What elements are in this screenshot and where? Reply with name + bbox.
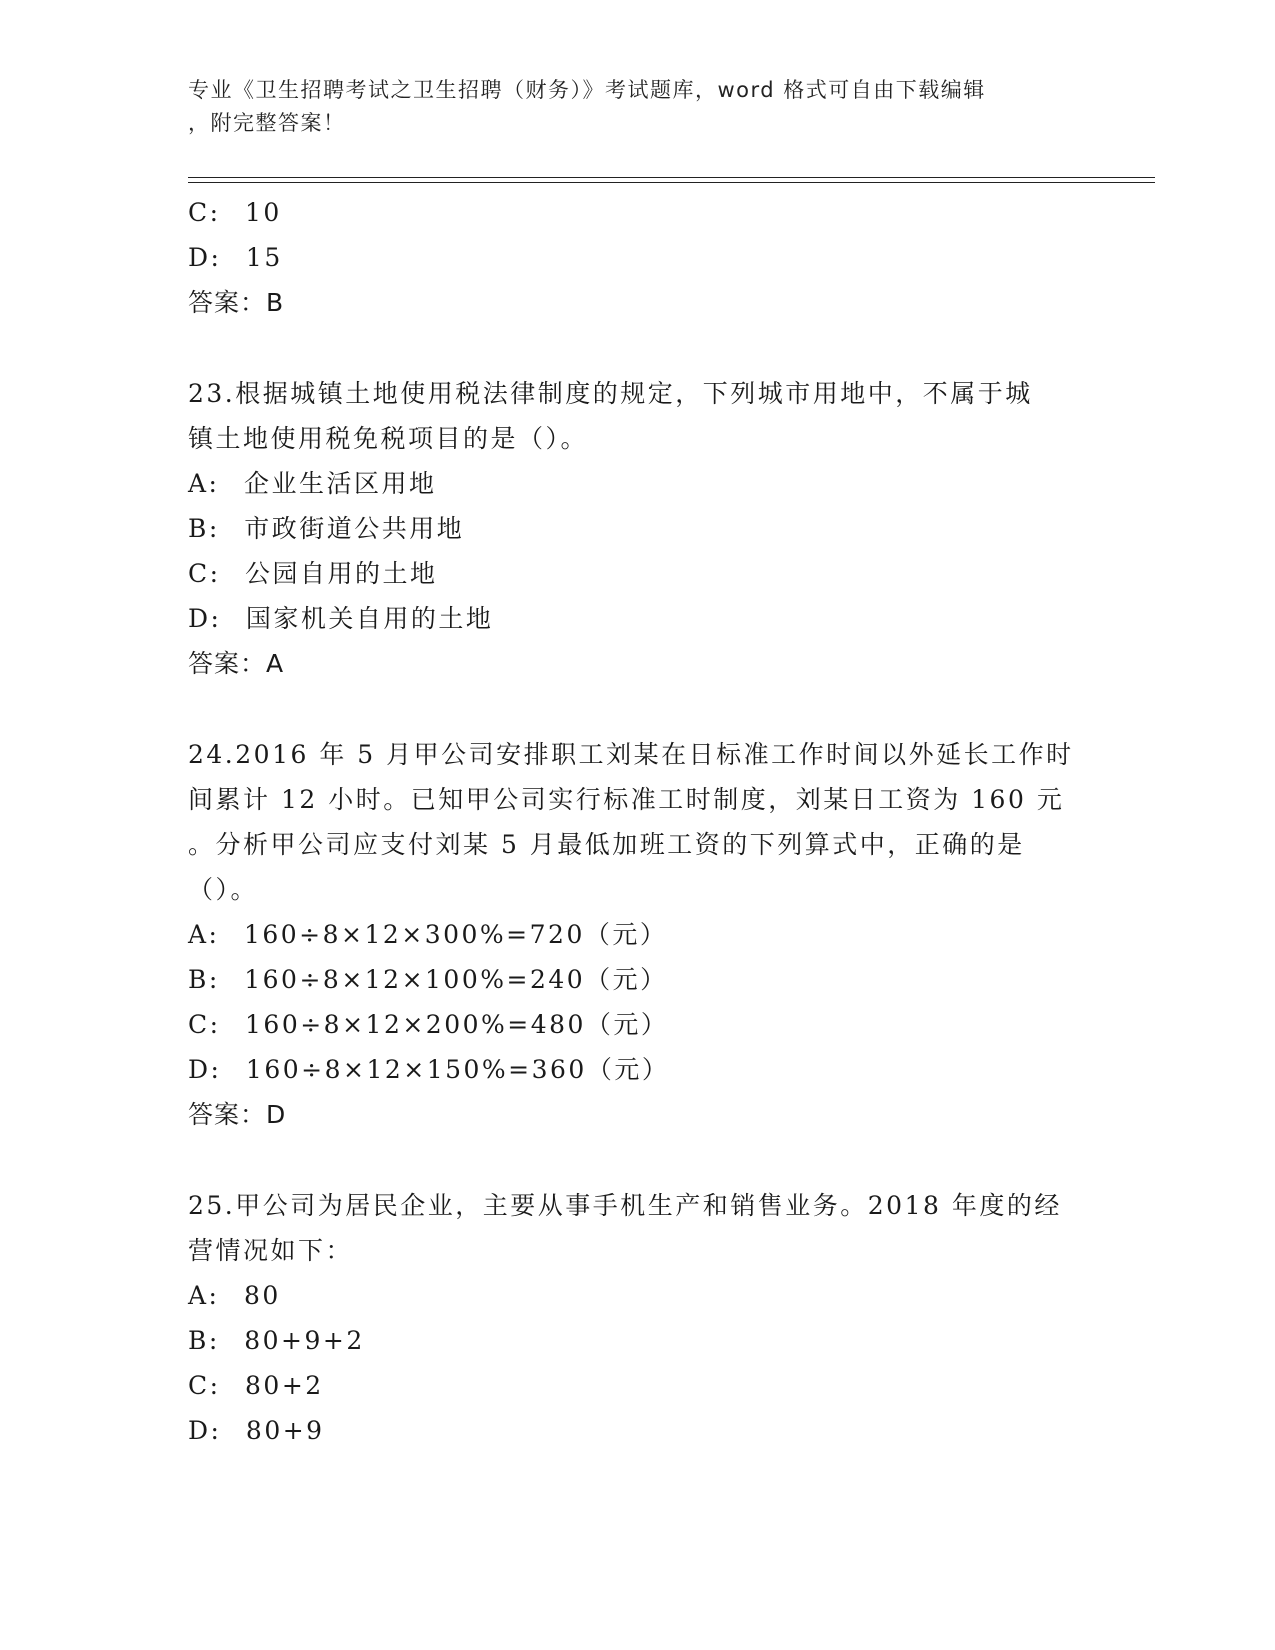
- option-row: [188, 235, 1088, 280]
- header-divider-top: [188, 177, 1155, 178]
- question-text-line: 25.甲公司为居民企业，主要从事手机生产和销售业务。2018 年度的经: [188, 1191, 1062, 1220]
- header-line-2: ，附完整答案！: [188, 111, 346, 135]
- question-23: [188, 371, 1088, 686]
- option-label: C:: [188, 559, 221, 588]
- question-list: [188, 190, 1088, 1453]
- option-text: 80+9: [245, 1416, 325, 1445]
- header-divider-bottom: [188, 182, 1155, 183]
- question-text-line: （）。: [188, 875, 259, 904]
- option-text: 15: [245, 243, 283, 272]
- question-text-line: 营情况如下：: [188, 1236, 354, 1265]
- option-row: [188, 1273, 1088, 1318]
- answer-line: 答案：B: [188, 288, 285, 317]
- answer-line: 答案：A: [188, 649, 285, 678]
- answer-line: 答案：D: [188, 1100, 287, 1129]
- option-text: 公园自用的土地: [245, 559, 438, 588]
- option-row: [188, 1318, 1088, 1363]
- option-label: D:: [188, 243, 222, 272]
- spacer: [188, 1137, 1088, 1183]
- option-row: [188, 461, 1088, 506]
- option-text: 80: [243, 1281, 281, 1310]
- question-text-line: 间累计 12 小时。已知甲公司实行标准工时制度，刘某日工资为 160 元: [188, 785, 1065, 814]
- option-row: [188, 596, 1088, 641]
- option-label: B:: [188, 965, 220, 994]
- option-label: C:: [188, 1371, 221, 1400]
- page-header: [188, 74, 1068, 140]
- option-text: 160÷8×12×200%=480（元）: [245, 1010, 669, 1039]
- option-row: [188, 1363, 1088, 1408]
- option-row: [188, 1002, 1088, 1047]
- option-label: D:: [188, 604, 222, 633]
- option-row: [188, 506, 1088, 551]
- option-label: A:: [188, 920, 220, 949]
- option-label: B:: [188, 514, 220, 543]
- spacer: [188, 325, 1088, 371]
- option-text: 160÷8×12×300%=720（元）: [243, 920, 668, 949]
- question-24: [188, 732, 1088, 1137]
- option-row: [188, 1047, 1088, 1092]
- spacer: [188, 686, 1088, 732]
- option-row: [188, 912, 1088, 957]
- question-25: [188, 1183, 1088, 1453]
- question-text-line: 23.根据城镇土地使用税法律制度的规定，下列城市用地中，不属于城: [188, 379, 1033, 408]
- option-label: D:: [188, 1055, 222, 1084]
- option-label: C:: [188, 1010, 221, 1039]
- option-label: A:: [188, 469, 220, 498]
- option-label: A:: [188, 1281, 220, 1310]
- option-row: [188, 551, 1088, 596]
- question-text-line: 24.2016 年 5 月甲公司安排职工刘某在日标准工作时间以外延长工作时: [188, 740, 1074, 769]
- option-text: 市政街道公共用地: [244, 514, 465, 543]
- option-text: 80+2: [245, 1371, 324, 1400]
- option-row: [188, 1408, 1088, 1453]
- option-label: D:: [188, 1416, 222, 1445]
- question-22-continuation: [188, 190, 1088, 325]
- question-text-line: 镇土地使用税免税项目的是（）。: [188, 424, 589, 453]
- option-row: [188, 957, 1088, 1002]
- option-label: B:: [188, 1326, 220, 1355]
- option-text: 160÷8×12×150%=360（元）: [245, 1055, 670, 1084]
- question-text-line: 。分析甲公司应支付刘某 5 月最低加班工资的下列算式中，正确的是: [188, 830, 1025, 859]
- option-label: C:: [188, 198, 221, 227]
- option-text: 10: [245, 198, 282, 227]
- header-line-1: 专业《卫生招聘考试之卫生招聘（财务）》考试题库，word 格式可自由下载编辑: [188, 78, 986, 102]
- option-text: 160÷8×12×100%=240（元）: [244, 965, 668, 994]
- option-row: [188, 190, 1088, 235]
- option-text: 国家机关自用的土地: [245, 604, 494, 633]
- option-text: 企业生活区用地: [243, 469, 437, 498]
- option-text: 80+9+2: [244, 1326, 365, 1355]
